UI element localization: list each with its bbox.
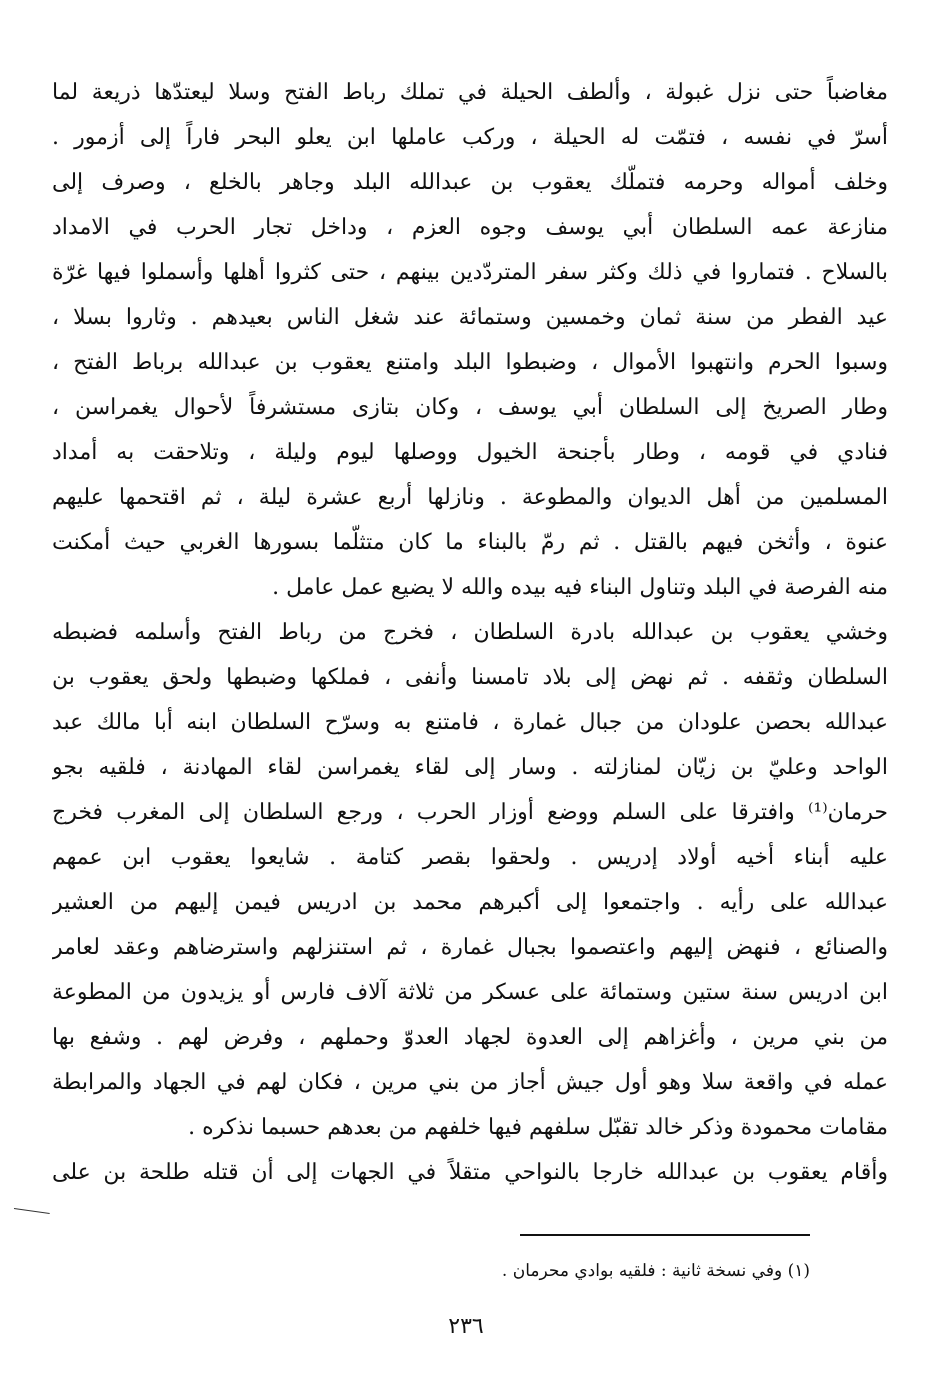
text-line-12: منه الفرصة في البلد وتناول البناء فيه بيده والله لا يضيع عمل عامل . — [272, 575, 888, 600]
text-line-15: عبدالله بحصن علودان من جبال غمارة ، فامتنع به وسرّح السلطان ابنه أبا مالك عبد — [52, 710, 888, 735]
text-line-10: المسلمين من أهل الديوان والمطوعة . ونازلها أربع عشرة ليلة ، ثم اقتحمها عليهم — [52, 485, 888, 510]
margin-pencil-mark — [14, 1208, 50, 1214]
text-line-7: وسبوا الحرم وانتهبوا الأموال ، وضبطوا البلد وامتنع يعقوب بن عبدالله برباط الفتح ، — [52, 350, 888, 375]
text-line-16: الواحد وعليّ بن زيّان لمنازلته . وسار إلى لقاء يغمراسن لقاء المهادنة ، فلقيه بجو — [52, 755, 888, 780]
text-line-8: وطار الصريخ إلى السلطان أبي يوسف ، وكان بتازى مستشرفاً لأحوال يغمراسن ، — [52, 395, 888, 420]
text-line-9: فنادي في قومه ، وطار بأجنحة الخيول ووصلها ليوم وليلة ، وتلاحقت به أمداد — [52, 440, 888, 465]
footnote: (١) وفي نسخة ثانية : فلقيه بوادي محرمان . — [501, 1261, 810, 1281]
text-line-13: وخشي يعقوب بن عبدالله بادرة السلطان ، فخرج من رباط الفتح وأسلمه فضبطه — [52, 620, 888, 645]
text-line-1: مغاضباً حتى نزل غبولة ، وألطف الحيلة في تملك رباط الفتح وسلا ليعتدّها ذريعة لما — [52, 80, 888, 105]
text-line-14: السلطان وثقفه . ثم نهض إلى بلاد تامسنا وأنفى ، فملكها وضبطها ولحق يعقوب بن — [52, 665, 888, 690]
text-line-18: عليه أبناء أخيه أولاد إدريس . ولحقوا بقصر كتامة . شايعوا يعقوب ابن عمهم — [52, 845, 888, 870]
text-line-11: عنوة ، وأثخن فيهم بالقتل . ثم رمّ بالبناء ما كان متثلّما بسورها الغربي حيث أمكنت — [52, 530, 888, 555]
text-line-17: حرمان⁽¹⁾ وافترقا على السلم ووضع أوزار الحرب ، ورجع السلطان إلى المغرب فخرج — [52, 800, 888, 825]
text-line-22: من بني مرين ، وأغزاهم إلى العدوة لجهاد العدوّ وحملهم ، وفرض لهم . وشفع بها — [52, 1025, 888, 1050]
text-line-20: والصنائع ، فنهض إليهم واعتصموا بجبال غمارة ، ثم استنزلهم واسترضاهم وعقد لعامر — [52, 935, 888, 960]
text-line-5: بالسلاح . فتماروا في ذلك وكثر سفر المتردّدين بينهم ، حتى كثروا أهلها وأسملوا فيها غرّة — [52, 260, 888, 285]
text-line-23: عمله في واقعة سلا وهو أول جيش أجاز من بني مرين ، فكان لهم في الجهاد والمرابطة — [52, 1070, 888, 1095]
footnote-separator — [520, 1234, 810, 1236]
text-line-25: وأقام يعقوب بن عبدالله خارجا بالنواحي متقلاً في الجهات إلى أن قتله طلحة بن على — [52, 1160, 888, 1185]
text-line-6: عيد الفطر من سنة ثمان وخمسين وستمائة عند شغل الناس بعيدهم . وثاروا بسلا ، — [52, 305, 888, 330]
text-line-2: أسرّ في نفسه ، فتمّت له الحيلة ، وركب عاملها ابن يعلو البحر فاراً إلى أزمور . — [52, 125, 888, 150]
text-line-19: عبدالله على رأيه . واجتمعوا إلى أكبرهم محمد بن ادريس فيمن إليهم من العشير — [52, 890, 888, 915]
text-line-3: وخلف أمواله وحرمه فتملّك يعقوب بن عبدالله البلد وجاهر بالخلع ، وصرف إلى — [52, 170, 888, 195]
text-line-24: مقامات محمودة وذكر خالد تقبّل سلفهم فيها خلفهم من بعدهم حسبما نذكره . — [188, 1115, 888, 1140]
main-text-block — [52, 70, 888, 1195]
text-line-21: ابن ادريس سنة ستين وستمائة على عسكر من ثلاثة آلاف فارس أو يزيدون من المطوعة — [52, 980, 888, 1005]
page-number: ٢٣٦ — [448, 1314, 484, 1339]
text-line-4: منازعة عمه السلطان أبي يوسف وجوه العزم ، وداخل تجار الحرب في الامداد — [52, 215, 888, 240]
